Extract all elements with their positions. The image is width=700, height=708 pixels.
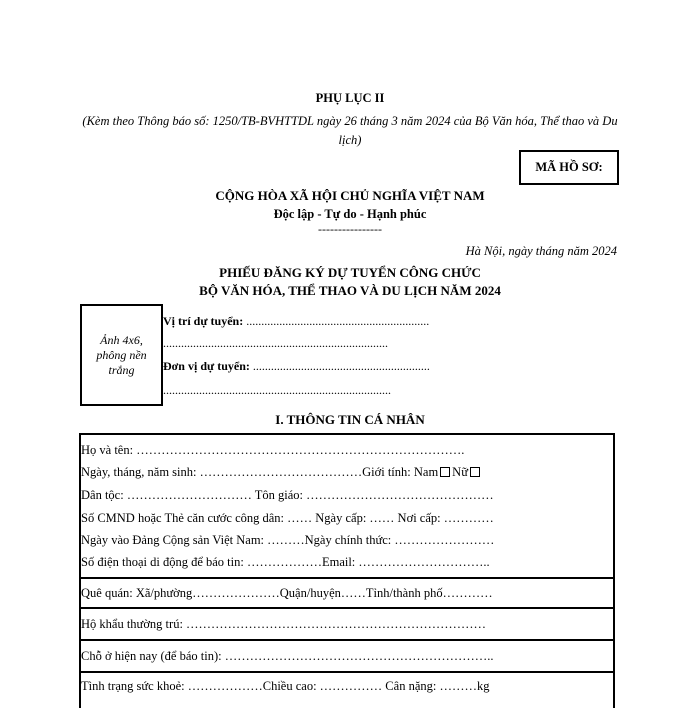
case-code-label: MÃ HỒ SƠ: — [535, 160, 603, 174]
position-dots: ............................................................. — [243, 314, 430, 328]
permanent-residence-field[interactable]: Hộ khẩu thường trú: ……………………………………………………………… — [81, 617, 487, 631]
photo-placeholder — [80, 304, 163, 406]
gender-male-checkbox[interactable] — [440, 467, 450, 477]
photo-label-line-1: Ảnh 4x6, — [100, 332, 143, 347]
place-date: Hà Nội, ngày tháng năm 2024 — [465, 244, 617, 258]
current-address-field[interactable]: Chỗ ở hiện nay (để báo tin): ……………………………………………………….. — [81, 649, 494, 663]
photo-label-line-3: trắng — [108, 362, 135, 377]
position-field-continued[interactable]: ........................................................................... — [163, 336, 388, 350]
form-subtitle: BỘ VĂN HÓA, THỂ THAO VÀ DU LỊCH NĂM 2024 — [199, 283, 501, 298]
health-height-weight-field[interactable]: Tình trạng sức khoẻ: ………………Chiều cao: …………… Cân nặng: ………kg — [81, 679, 490, 693]
appendix-note: (Kèm theo Thông báo số: 1250/TB-BVHTTDL ngày 26 tháng 3 năm 2024 của Bộ Văn hóa, Thể thao và Du lịch) — [82, 114, 618, 147]
table-row-divider — [79, 577, 615, 579]
unit-label: Đơn vị dự tuyển: — [163, 359, 250, 373]
unit-dots: ........................................................... — [249, 359, 430, 373]
form-title: PHIẾU ĐĂNG KÝ DỰ TUYỂN CÔNG CHỨC — [219, 265, 481, 280]
table-row-divider — [79, 671, 615, 673]
table-row-divider — [79, 639, 615, 641]
ethnicity-religion-field[interactable]: Dân tộc: ………………………… Tôn giáo: ……………………………………… — [81, 488, 494, 502]
unit-field-continued[interactable]: ............................................................................ — [163, 383, 391, 397]
table-row-divider — [79, 607, 615, 609]
photo-label-line-2: phông nền — [96, 347, 147, 362]
case-code-box — [519, 150, 619, 185]
id-card-field[interactable]: Số CMND hoặc Thẻ căn cước công dân: …… Ngày cấp: …… Nơi cấp: ………… — [81, 511, 494, 525]
position-field[interactable] — [163, 314, 429, 329]
gender-female-checkbox[interactable] — [470, 467, 480, 477]
nation-title: CỘNG HÒA XÃ HỘI CHỦ NGHĨA VIỆT NAM — [215, 188, 485, 203]
full-name-field[interactable]: Họ và tên: ……………………………………………………………………. — [81, 443, 465, 457]
hometown-field[interactable]: Quê quán: Xã/phường…………………Quận/huyện……Tỉnh/thành phố………… — [81, 586, 493, 600]
phone-email-field[interactable]: Số điện thoại di động để báo tin: ………………Email: ………………………….. — [81, 555, 490, 569]
unit-field[interactable] — [163, 359, 430, 374]
section-1-title: I. THÔNG TIN CÁ NHÂN — [275, 412, 425, 427]
nation-motto: Độc lập - Tự do - Hạnh phúc — [273, 207, 427, 221]
party-membership-field[interactable]: Ngày vào Đảng Cộng sản Việt Nam: ………Ngày chính thức: …………………… — [81, 533, 495, 547]
dob-gender-field[interactable] — [81, 465, 482, 480]
appendix-title: PHỤ LỤC II — [315, 91, 385, 105]
gender-female-label: Nữ — [452, 465, 468, 479]
position-label: Vị trí dự tuyển: — [163, 314, 244, 328]
dob-gender-text: Ngày, tháng, năm sinh: …………………………………Giới tính: Nam — [81, 465, 439, 479]
motto-rule: ---------------- — [318, 222, 382, 236]
